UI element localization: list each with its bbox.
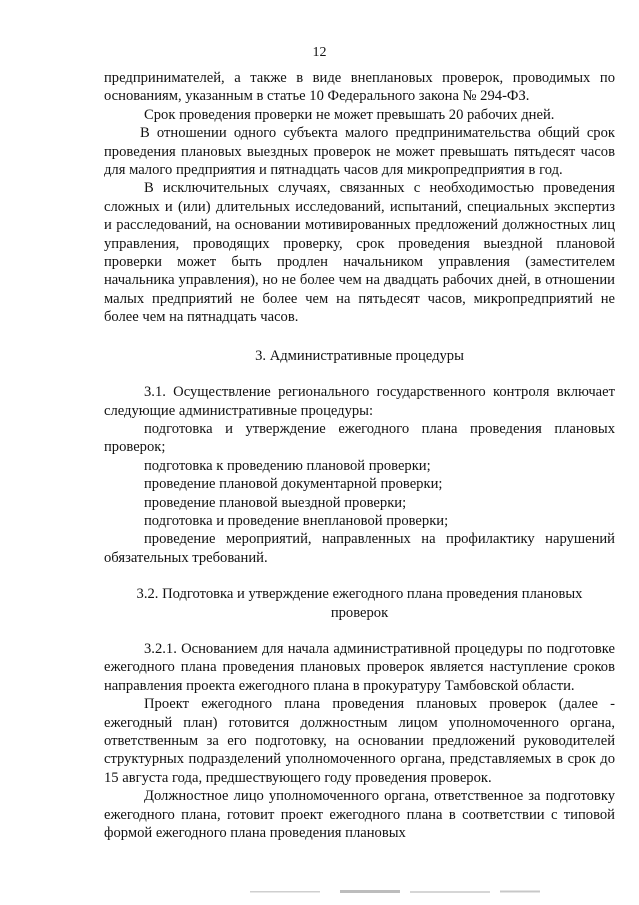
- section-3-heading: 3. Административные процедуры: [255, 347, 464, 364]
- list-item: подготовка и утверждение ежегодного плана проведения плановых проверок;: [104, 420, 615, 456]
- list-item: подготовка к проведению плановой проверки;: [144, 457, 431, 474]
- paragraph-3-2-1: 3.2.1. Основанием для начала административной процедуры по подготовке ежегодного плана проведения плановых проверок является наступление сроков направления проекта ежегодного плана в прокуратуру Тамбовской области.: [104, 640, 615, 694]
- paragraph-exceptional-cases: В исключительных случаях, связанных с необходимостью проведения сложных и (или) длительных исследований, испытаний, специальных экспертиз и расследований, на основании мотивированных предложений должностных лиц управления, проводящих проверку, срок проведения выездной плановой проверки может быть продлен начальником управления (заместителем начальника управления), но не более чем на двадцать рабочих дней, в отношении малых предприятий не более чем на пятьдесят часов, микропредприятий не более чем на пятнадцать часов.: [104, 180, 615, 326]
- page-number: 12: [312, 45, 327, 60]
- list-item: проведение плановой документарной проверки;: [144, 476, 443, 493]
- document-body: [104, 69, 615, 842]
- paragraph-3-1: 3.1. Осуществление регионального государственного контроля включает следующие административные процедуры:: [104, 384, 615, 419]
- faint-stamp-mark: [250, 888, 540, 896]
- list-item: проведение плановой выездной проверки;: [144, 494, 407, 511]
- section-3-2-heading-continued: проверок: [330, 604, 389, 621]
- paragraph-continuation: предпринимателей, а также в виде внеплановых проверок, проводимых по основаниям, указанным в статье 10 Федерального закона № 294-ФЗ.: [104, 70, 615, 105]
- paragraph-official: Должностное лицо уполномоченного органа, ответственное за подготовку ежегодного плана, готовит проект ежегодного плана в соответствии с типовой формой ежегодного плана проведения плановых: [104, 788, 615, 842]
- section-3-2-heading: 3.2. Подготовка и утверждение ежегодного плана проведения плановых: [136, 586, 583, 603]
- paragraph-term-limit: Срок проведения проверки не может превышать 20 рабочих дней.: [144, 106, 555, 123]
- list-item: подготовка и проведение внеплановой проверки;: [144, 512, 449, 529]
- paragraph-small-business: В отношении одного субъекта малого предпринимательства общий срок проведения плановых выездных проверок не может превышать пятьдесят часов для малого предприятия и пятнадцать часов для микропредприятия в год.: [104, 125, 615, 179]
- paragraph-project-plan: Проект ежегодного плана проведения плановых проверок (далее - ежегодный план) готовится должностным лицом уполномоченного органа, ответственным за его подготовку, на основании предложений руководителей структурных подразделений уполномоченного органа, представляемых в срок до 15 августа года, предшествующего году проведения проверок.: [104, 696, 615, 786]
- list-item: проведение мероприятий, направленных на профилактику нарушений обязательных требований.: [104, 531, 615, 566]
